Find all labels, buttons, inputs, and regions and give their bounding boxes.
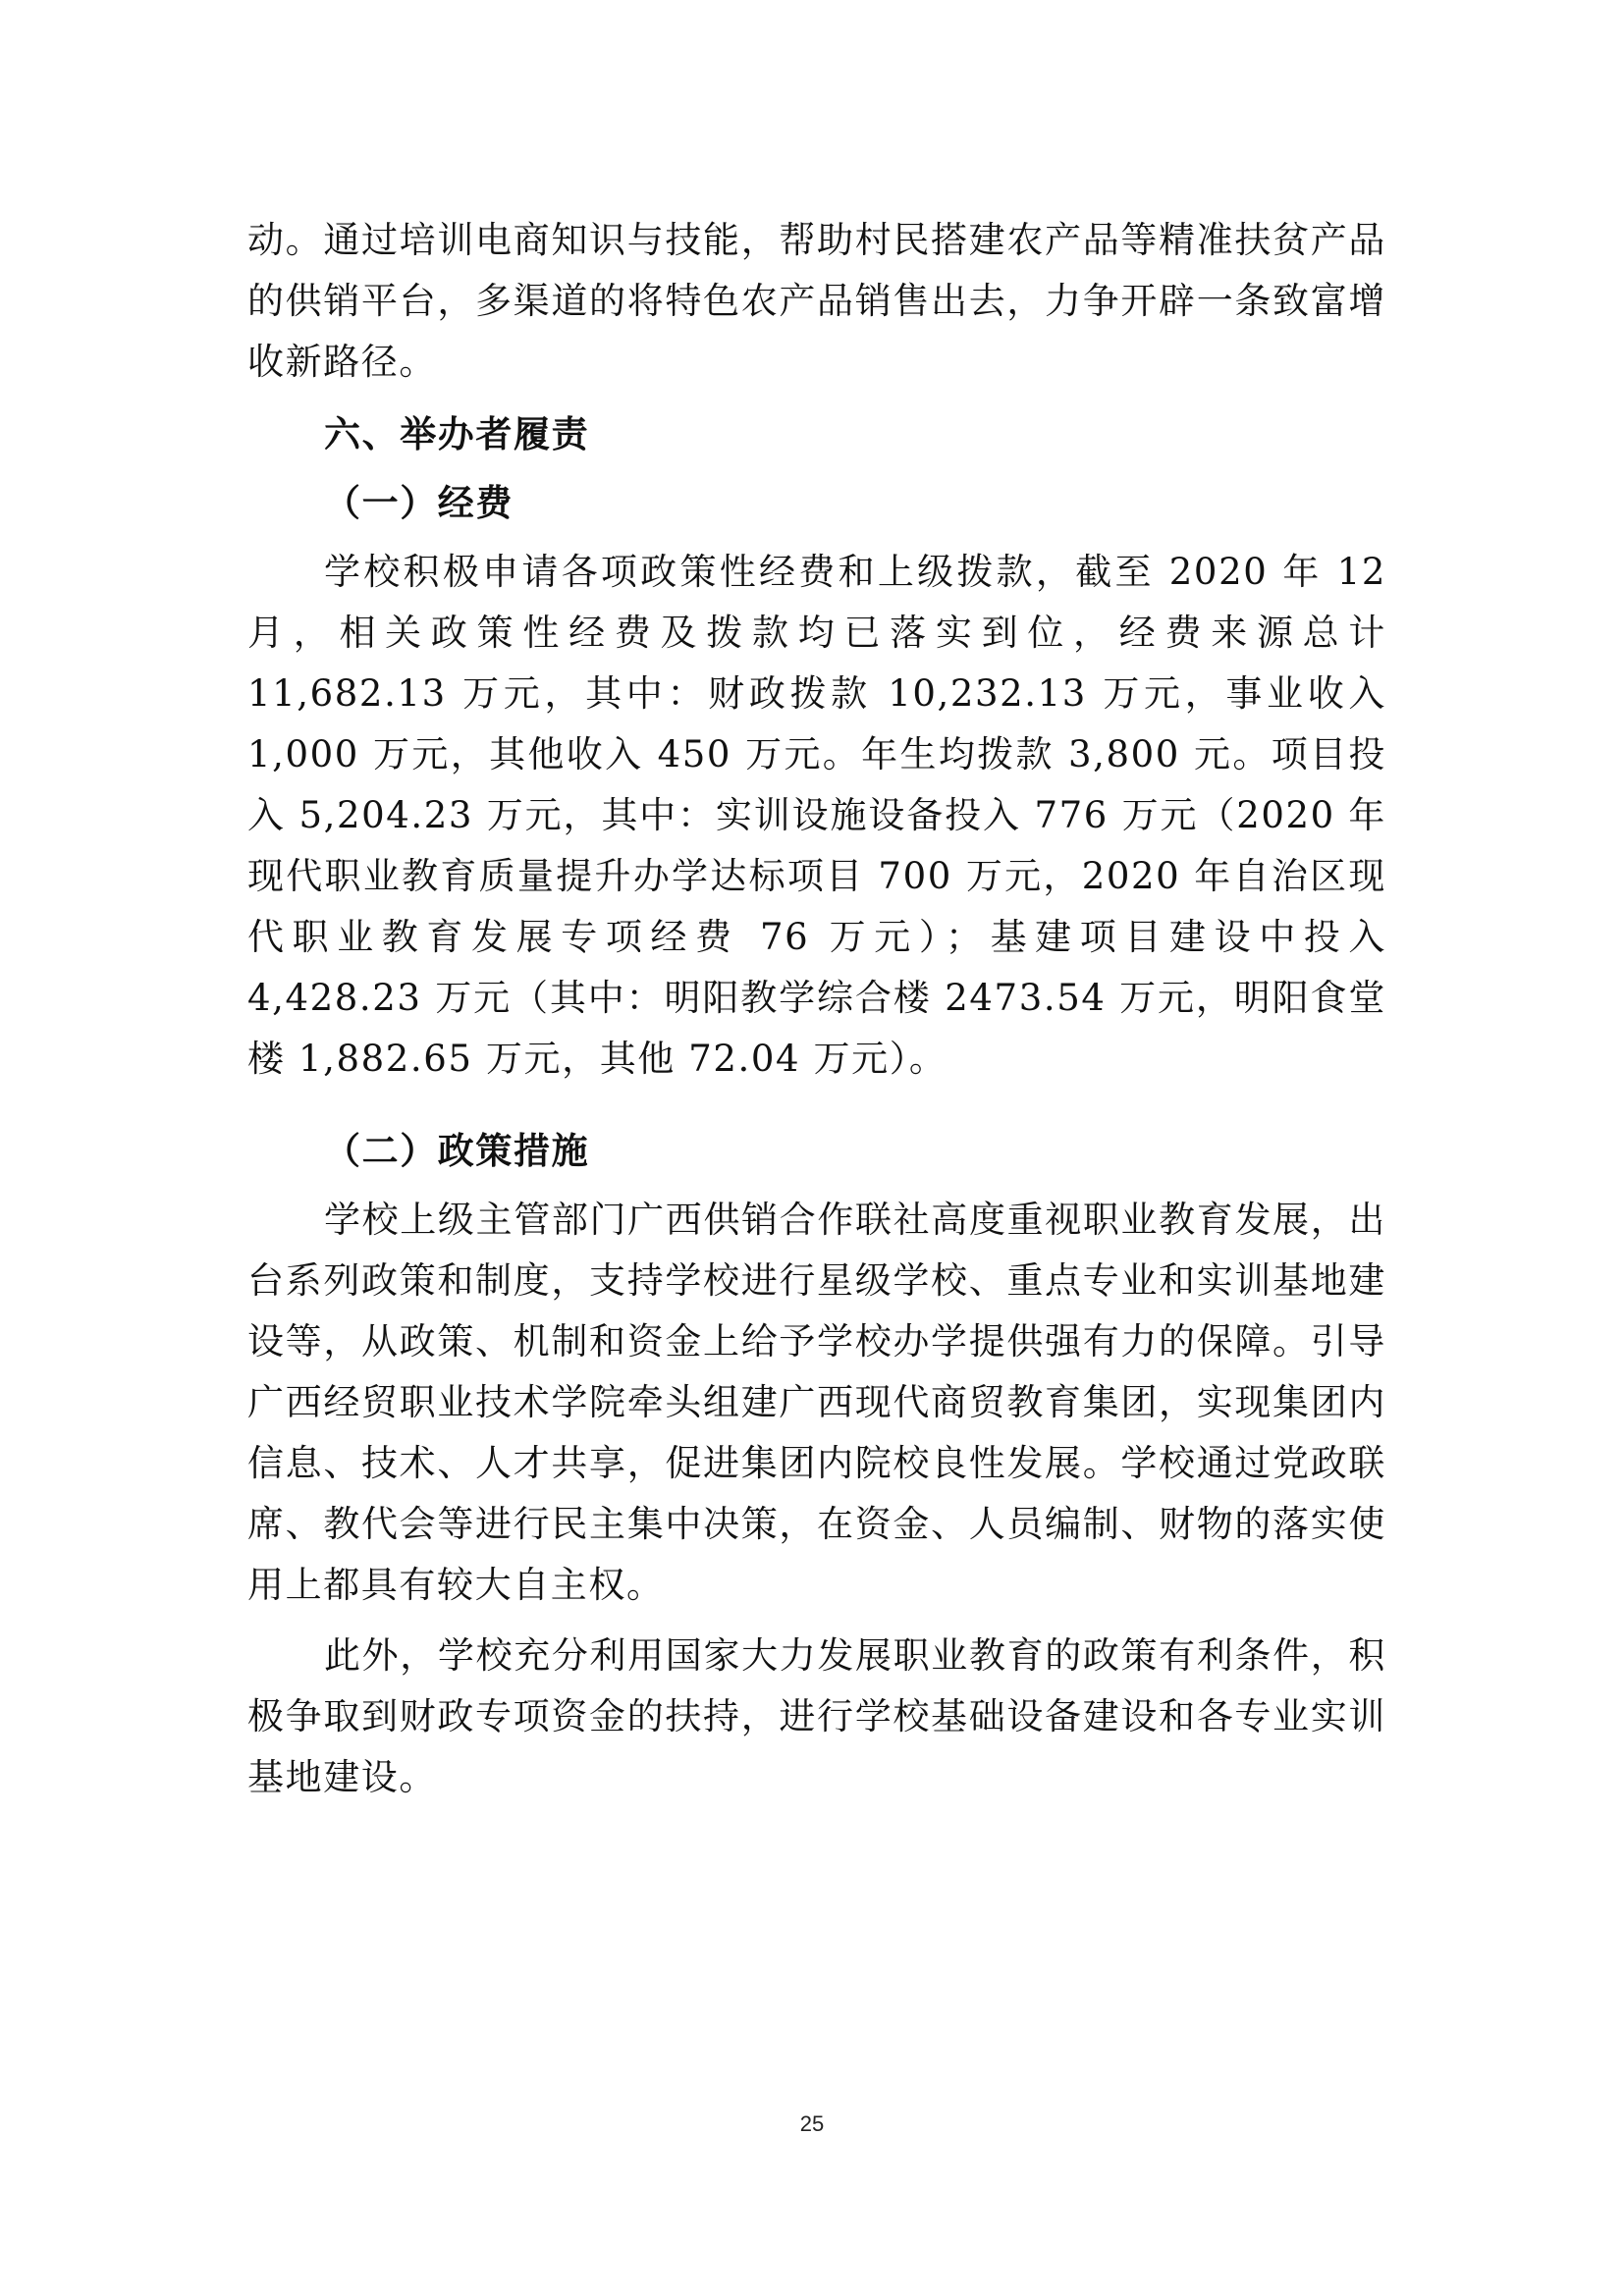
subsection-heading-policy: （二）政策措施 [324,1130,590,1172]
subsection-heading-funding: （一）经费 [324,482,514,524]
page-number: 25 [799,2111,825,2136]
policy-paragraph: 学校上级主管部门广西供销合作联社高度重视职业教育发展，出台系列政策和制度，支持学校进行星级学校、重点专业和实训基地建设等，从政策、机制和资金上给予学校办学提供强有力的保障。引导广西经贸职业技术学院牵头组建广西现代商贸教育集团，实现集团内信息、技术、人才共享，促进集团内院校良性发展。学校通过党政联席、教代会等进行民主集中决策，在资金、人员编制、财物的落实使用上都具有较大自主权。 [247,1199,1386,1606]
funding-paragraph: 学校积极申请各项政策性经费和上级拨款，截至 2020 年 12 月，相关政策性经费及拨款均已落实到位，经费来源总计 11,682.13 万元，其中：财政拨款 10,232.13 万元，事业收入 1,000 万元，其他收入 450 万元。年生均拨款 3,800 元。项目投入 5,204.23 万元，其中：实训设施设备投入 776 万元（2020 年现代职业教育质量提升办学达标项目 700 万元，2020 年自治区现代职业教育发展专项经费 76 万元）；基建项目建设中投入 4,428.23 万元（其中：明阳教学综合楼 2473.54 万元，明阳食堂楼 1,882.65 万元，其他 72.04 万元）。 [247,551,1386,1080]
section-heading: 六、举办者履责 [324,413,590,455]
intro-paragraph: 动。通过培训电商知识与技能，帮助村民搭建农产品等精准扶贫产品的供销平台，多渠道的将特色农产品销售出去，力争开辟一条致富增收新路径。 [247,219,1386,383]
page-content [247,210,1386,1808]
policy-paragraph-additional: 此外，学校充分利用国家大力发展职业教育的政策有利条件，积极争取到财政专项资金的扶持，进行学校基础设备建设和各专业实训基地建设。 [247,1634,1386,1798]
